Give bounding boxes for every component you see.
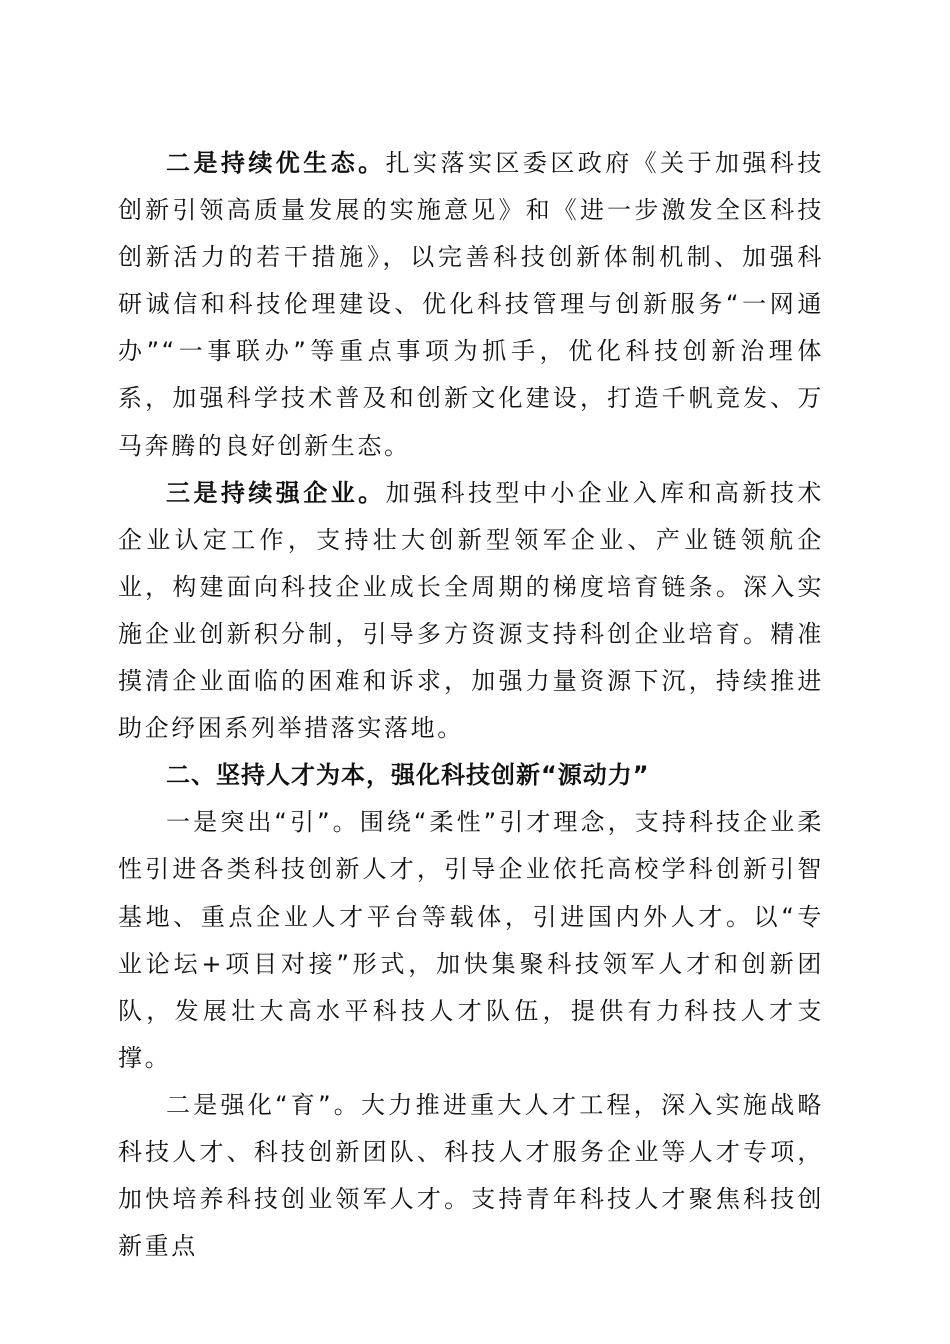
document-body [118, 140, 824, 1270]
paragraph-lead: 三是持续强企业。 [166, 478, 386, 507]
paragraph-cultivate-talent [118, 1082, 824, 1270]
section-heading: 二、坚持人才为本，强化科技创新“源动力” [166, 761, 650, 790]
paragraph-text: 一是突出“引”。围绕“柔性”引才理念，支持科技企业柔性引进各类科技创新人才，引导企业依托高校学科创新引智基地、重点企业人才平台等载体，引进国内外人才。以“专业论坛+项目对接”形式，加快集聚科技领军人才和创新团队，发展壮大高水平科技人才队伍，提供有力科技人才支撑。 [118, 808, 824, 1072]
paragraph-ecology [118, 140, 824, 470]
paragraph-enterprise [118, 470, 824, 753]
paragraph-lead: 二是持续优生态。 [166, 149, 386, 177]
paragraph-attract-talent [118, 799, 824, 1082]
paragraph-text: 加强科技型中小企业入库和高新技术企业认定工作，支持壮大创新型领军企业、产业链领航企业，构建面向科技企业成长全周期的梯度培育链条。深入实施企业创新积分制，引导多方资源支持科创企业培育。精准摸清企业面临的困难和诉求，加强力量资源下沉，持续推进助企纾困系列举措落实落地。 [118, 478, 824, 743]
paragraph-text: 扎实落实区委区政府《关于加强科技创新引领高质量发展的实施意见》和《进一步激发全区科技创新活力的若干措施》，以完善科技创新体制机制、加强科研诚信和科技伦理建设、优化科技管理与创新服务“一网通办”“一事联办”等重点事项为抓手，优化科技创新治理体系，加强科学技术普及和创新文化建设，打造千帆竞发、万马奔腾的良好创新生态。 [118, 149, 824, 460]
paragraph-text: 二是强化“育”。大力推进重大人才工程，深入实施战略科技人才、科技创新团队、科技人才服务企业等人才专项，加快培养科技创业领军人才。支持青年科技人才聚焦科技创新重点 [118, 1090, 824, 1261]
